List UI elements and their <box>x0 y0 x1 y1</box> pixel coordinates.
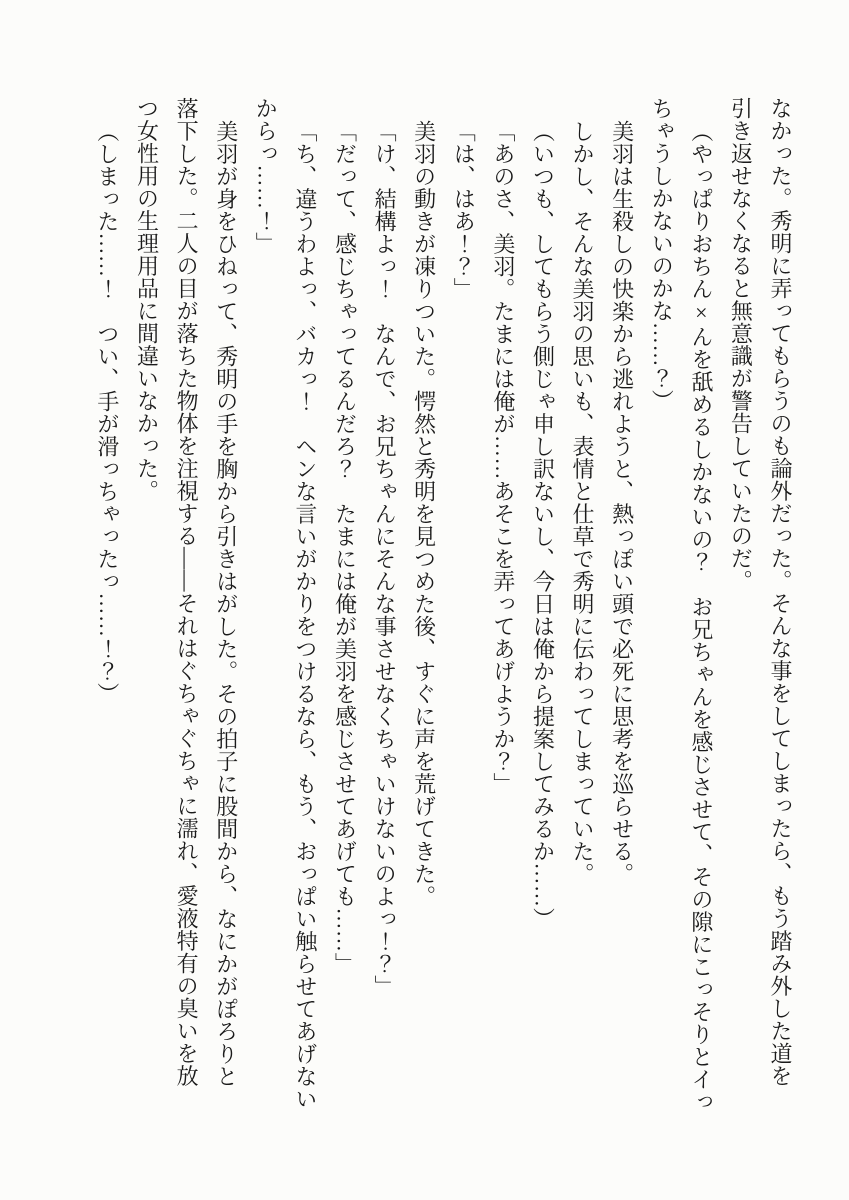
text-line: 「ち、違うわよっ、バカっ！ ヘンな言いがかりをつけるなら、もう、おっぱい触らせてあげない <box>292 119 318 1110</box>
text-line: 美羽が身をひねって、秀明の手を胸から引きはがした。その拍子に股間から、なにかがぽろりと <box>213 119 239 1087</box>
text-line: 美羽の動きが凍りついた。愕然と秀明を見つめた後、すぐに声を荒げてきた。 <box>411 119 437 907</box>
text-line: （いつも、してもらう側じゃ申し訳ないし、今日は俺から提案してみるか……） <box>530 119 556 930</box>
text-line: なかった。秀明に弄ってもらうのも論外だった。そんな事をしてしまったら、もう踏み外した道を <box>768 97 793 1087</box>
text-line: 「け、結構よっ！ なんで、お兄ちゃんにそんな事させなくちゃいけないのよっ！？」 <box>372 119 398 997</box>
text-line: 引き返せなくなると無意識が警告していたのだ。 <box>728 97 754 592</box>
text-line: ちゃうしかないのかな……？） <box>649 97 675 412</box>
text-line: 「だって、感じちゃってるんだろ？ たまには俺が美羽を感じさせてあげても……」 <box>332 119 358 975</box>
text-line: からっ……！」 <box>253 97 279 255</box>
novel-page-text <box>87 97 800 1113</box>
text-line: 「は、はあ！？」 <box>451 119 477 300</box>
text-line: （やっぱりおちん×んを舐めるしかないの？ お兄ちゃんを感じさせて、その隙にこっそりとイっ <box>688 119 714 1113</box>
text-line: しかし、そんな美羽の思いも、表情と仕草で秀明に伝わってしまっていた。 <box>570 119 596 885</box>
text-line: 「あのさ、美羽。たまには俺が……あそこを弄ってあげようか？」 <box>490 119 516 795</box>
text-line: 美羽は生殺しの快楽から逃れようと、熱っぽい頭で必死に思考を巡らせる。 <box>609 119 635 885</box>
text-line: 落下した。二人の目が落ちた物体を注視する――それはぐちゃぐちゃに濡れ、愛液特有の臭いを放 <box>174 97 200 1087</box>
text-line: （しまった……！ つい、手が滑っちゃったっ……！？） <box>94 119 120 705</box>
text-line: つ女性用の生理用品に間違いなかった。 <box>134 97 160 502</box>
